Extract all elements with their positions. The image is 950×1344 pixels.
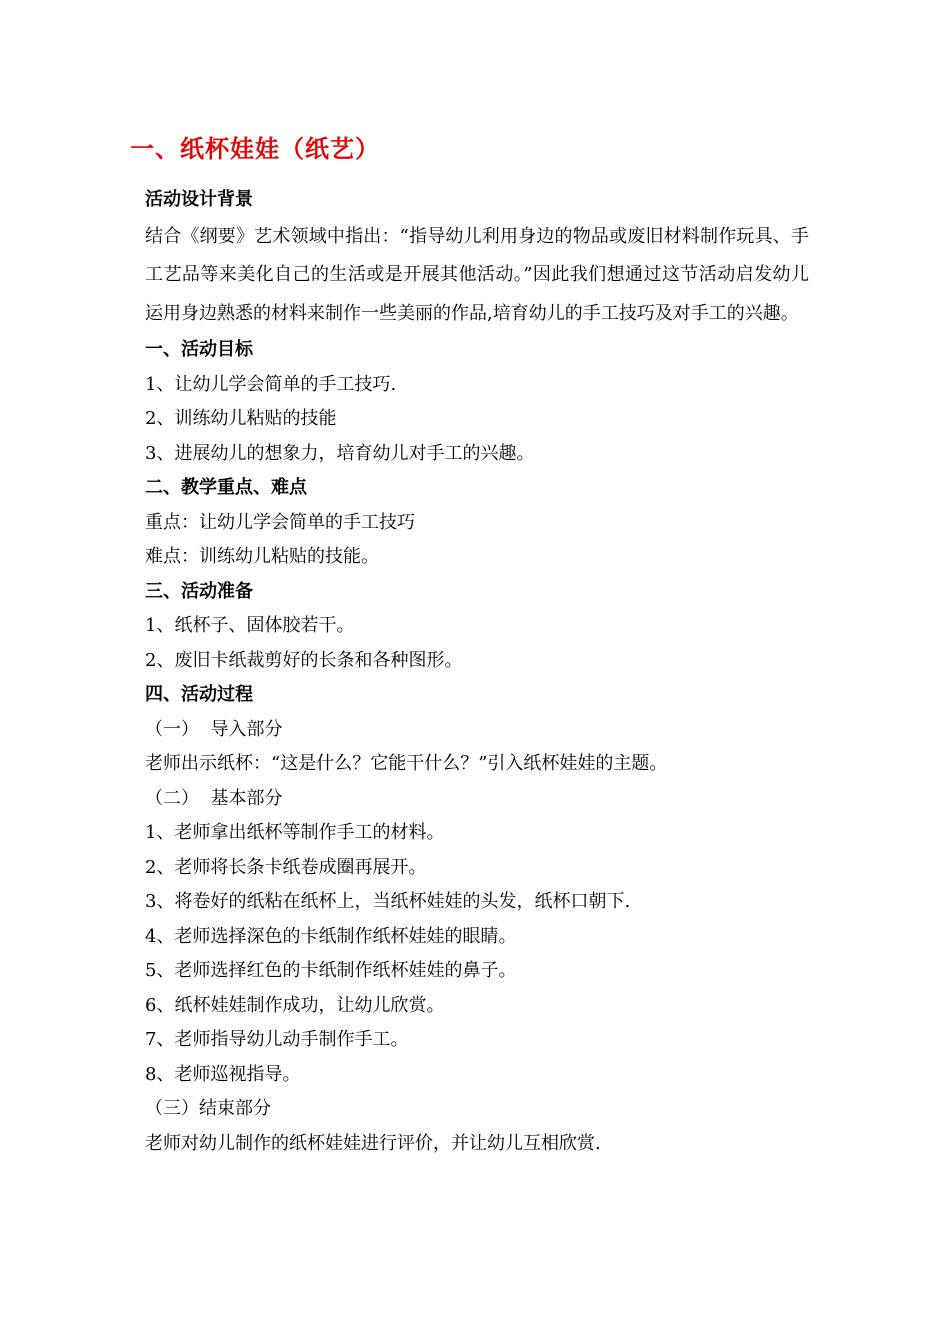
- background-heading: 活动设计背景: [145, 189, 253, 210]
- background-paragraph: 结合《纲要》艺术领域中指出：“指导幼儿利用身边的物品或废旧材料制作玩具、手工艺品等来美化自己的生活或是开展其他活动。”因此我们想通过这节活动启发幼儿运用身边熟悉的材料来制作一些美丽的作品,培育幼儿的手工技巧及对手工的兴趣。: [145, 225, 809, 324]
- key-points-heading: 二、教学重点、难点: [145, 477, 307, 498]
- part2-step: 8、老师巡视指导。: [145, 1063, 301, 1085]
- part2-step: 4、老师选择深色的卡纸制作纸杯娃娃的眼睛。: [145, 925, 517, 947]
- key-point-item: 重点：让幼儿学会简单的手工技巧: [145, 511, 415, 533]
- part2-step: 1、老师拿出纸杯等制作手工的材料。: [145, 822, 445, 843]
- key-point-item: 难点：训练幼儿粘贴的技能。: [145, 546, 379, 567]
- goal-item: 2、训练幼儿粘贴的技能: [145, 408, 337, 429]
- part2-heading: （二） 基本部分: [145, 787, 283, 809]
- part2-step: 7、老师指导幼儿动手制作手工。: [145, 1029, 409, 1050]
- process-heading: 四、活动过程: [145, 684, 253, 705]
- goal-item: 3、进展幼儿的想象力，培育幼儿对手工的兴趣。: [145, 442, 535, 464]
- part2-step: 2、老师将长条卡纸卷成圈再展开。: [145, 856, 427, 878]
- part2-step: 6、纸杯娃娃制作成功，让幼儿欣赏。: [145, 994, 445, 1016]
- part1-heading: （一） 导入部分: [145, 718, 283, 740]
- preparation-heading: 三、活动准备: [145, 580, 253, 602]
- document-body: [145, 183, 815, 1161]
- part3-text: 老师对幼儿制作的纸杯娃娃进行评价，并让幼儿互相欣赏.: [145, 1132, 601, 1154]
- part2-step: 5、老师选择红色的卡纸制作纸杯娃娃的鼻子。: [145, 960, 517, 981]
- part1-text: 老师出示纸杯：“这是什么？它能干什么？”引入纸杯娃娃的主题。: [145, 753, 668, 774]
- part2-step: 3、将卷好的纸粘在纸杯上，当纸杯娃娃的头发，纸杯口朝下.: [145, 891, 631, 912]
- preparation-item: 1、纸杯子、固体胶若干。: [145, 615, 355, 636]
- goals-heading: 一、活动目标: [145, 339, 253, 360]
- goal-item: 1、让幼儿学会简单的手工技巧.: [145, 373, 397, 395]
- document-title: 一、纸杯娃娃（纸艺）: [130, 135, 380, 163]
- part3-heading: （三）结束部分: [145, 1098, 271, 1119]
- preparation-item: 2、废旧卡纸裁剪好的长条和各种图形。: [145, 649, 463, 671]
